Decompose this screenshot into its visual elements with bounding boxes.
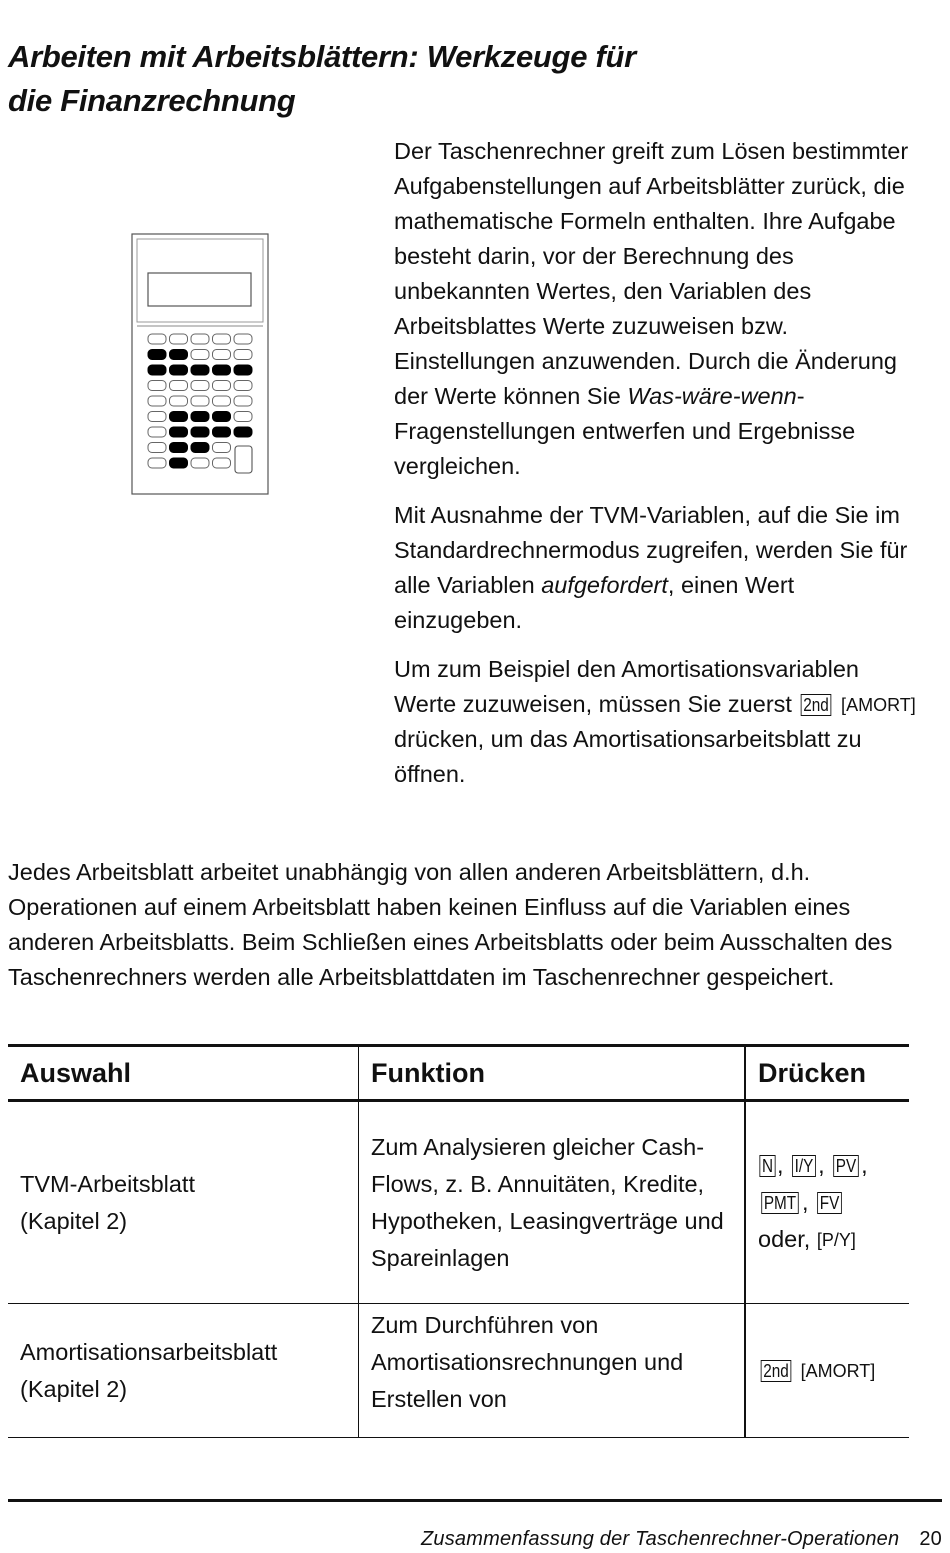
cell-druecken bbox=[745, 1304, 909, 1438]
worksheet-independence-paragraph: Jedes Arbeitsblatt arbeitet unabhängig von allen anderen Arbeitsblättern, d.h. Operationen auf einem Arbeitsblatt haben keinen Einfluss auf die Variablen eines anderen Arbeitsblatts. Beim Schließen eines Arbeitsblatts oder beim Ausschalten des Taschenrechners werden alle Arbeitsblattdaten im Taschenrechner gespeichert. bbox=[8, 859, 893, 990]
calculator-key bbox=[213, 427, 231, 437]
cell-auswahl bbox=[8, 1101, 359, 1304]
calculator-key bbox=[191, 412, 209, 422]
header-druecken: Drücken bbox=[745, 1046, 909, 1101]
intro-p3-text-a: Um zum Beispiel den Amortisationsvariablen Werte zuzuweisen, müssen Sie zuerst bbox=[394, 656, 859, 717]
cell-auswahl-line-1: TVM-Arbeitsblatt bbox=[20, 1170, 195, 1197]
calculator-key bbox=[148, 396, 166, 406]
footer-rule bbox=[8, 1499, 942, 1502]
oder-text: oder, bbox=[758, 1226, 811, 1252]
calculator-key bbox=[213, 396, 231, 406]
key-amort: [ AMORT ] bbox=[801, 1361, 876, 1381]
intro-p3-text-b: drücken, um das Amortisationsarbeitsblatt zu öffnen. bbox=[394, 726, 862, 787]
calculator-key bbox=[191, 365, 209, 375]
calculator-key bbox=[170, 381, 188, 391]
calculator-key bbox=[148, 458, 166, 468]
calculator-key bbox=[213, 412, 231, 422]
calculator-key bbox=[148, 365, 166, 375]
intro-p1-text-a: Der Taschenrechner greift zum Lösen bestimmter Aufgabenstellungen auf Arbeitsblätter zurück, die mathematische Formeln enthalten. Ihre Aufgabe besteht darin, vor der Berechnung des unbekannten Wertes, den Variablen des Arbeitsblattes Werte zuzuweisen bzw. Einstellungen anzuwenden. Durch die Änderung der Werte können Sie bbox=[394, 138, 909, 409]
key-n: N bbox=[759, 1155, 775, 1177]
intro-p2-text-a: Mit Ausnahme der TVM-Variablen, auf die Sie im Standardrechnermodus zugreifen, werden Sie für alle Variablen bbox=[394, 502, 908, 598]
cell-auswahl-line-2: (Kapitel 2) bbox=[20, 1207, 128, 1234]
calculator-key bbox=[148, 443, 166, 453]
key-amort: [ AMORT ] bbox=[841, 695, 916, 715]
intro-p1-text-b: -Fragenstellungen entwerfen und Ergebnisse vergleichen. bbox=[394, 383, 856, 479]
page-title-line-2: die Finanzrechnung bbox=[8, 82, 296, 118]
cell-druecken: N , I/Y , PV , PMT , FV oder, [ P/Y ] bbox=[745, 1101, 909, 1304]
cell-auswahl-line-2: (Kapitel 2) bbox=[20, 1375, 128, 1402]
table-row bbox=[8, 1304, 909, 1438]
calculator-drawing bbox=[131, 233, 269, 495]
cell-funktion: Zum Durchführen von Amortisationsrechnungen und Erstellen von bbox=[359, 1304, 746, 1438]
calculator-key bbox=[191, 443, 209, 453]
calculator-key bbox=[170, 427, 188, 437]
calculator-key bbox=[170, 458, 188, 468]
table-row bbox=[8, 1101, 909, 1304]
intro-paragraph-1 bbox=[394, 134, 924, 484]
worksheet-table bbox=[8, 1044, 909, 1438]
calculator-key bbox=[234, 350, 252, 360]
key-iy: I/Y bbox=[792, 1155, 816, 1177]
calculator-key bbox=[234, 365, 252, 375]
calculator-key bbox=[170, 365, 188, 375]
table-header-row bbox=[8, 1046, 909, 1101]
calculator-key bbox=[213, 458, 231, 468]
intro-paragraph-2 bbox=[394, 498, 924, 638]
cell-auswahl bbox=[8, 1304, 359, 1438]
intro-text bbox=[394, 134, 924, 806]
calculator-key bbox=[234, 427, 252, 437]
calculator-key bbox=[234, 334, 252, 344]
key-pv: PV bbox=[833, 1155, 859, 1177]
calculator-key bbox=[213, 334, 231, 344]
calculator-key bbox=[191, 396, 209, 406]
calculator-illustration bbox=[131, 233, 269, 495]
intro-p2-text-b: , einen Wert einzugeben. bbox=[394, 572, 795, 633]
calculator-key bbox=[191, 458, 209, 468]
calculator-key bbox=[234, 412, 252, 422]
calculator-key bbox=[213, 443, 231, 453]
calculator-key bbox=[191, 381, 209, 391]
calculator-key bbox=[213, 381, 231, 391]
calculator-key bbox=[191, 427, 209, 437]
calculator-key bbox=[170, 350, 188, 360]
calculator-key bbox=[148, 381, 166, 391]
calculator-key bbox=[148, 412, 166, 422]
calculator-key bbox=[170, 334, 188, 344]
page-footer bbox=[421, 1526, 942, 1552]
key-fv: FV bbox=[817, 1192, 842, 1214]
calculator-key bbox=[234, 381, 252, 391]
intro-p2-emphasis: aufgefordert bbox=[541, 572, 668, 598]
calculator-key bbox=[170, 396, 188, 406]
cell-auswahl-line-1: Amortisationsarbeitsblatt bbox=[20, 1338, 278, 1365]
page-title bbox=[8, 35, 908, 123]
calculator-key bbox=[148, 334, 166, 344]
calculator-key bbox=[234, 396, 252, 406]
key-pmt: PMT bbox=[761, 1192, 798, 1214]
calculator-key bbox=[213, 365, 231, 375]
calculator-key bbox=[148, 427, 166, 437]
header-auswahl: Auswahl bbox=[8, 1046, 359, 1101]
calculator-key bbox=[148, 350, 166, 360]
intro-paragraph-3 bbox=[394, 652, 924, 792]
page-title-line-1: Arbeiten mit Arbeitsblättern: Werkzeuge für bbox=[8, 38, 636, 74]
cell-funktion: Zum Analysieren gleicher Cash-Flows, z. B. Annuitäten, Kredite, Hypotheken, Leasingverträge und Spareinlagen bbox=[359, 1101, 746, 1304]
calculator-key bbox=[170, 412, 188, 422]
calculator-key bbox=[213, 350, 231, 360]
calculator-key bbox=[191, 350, 209, 360]
page-number: 20 bbox=[919, 1528, 942, 1550]
key-2nd: 2nd bbox=[801, 694, 832, 716]
calculator-key bbox=[191, 334, 209, 344]
calculator-key bbox=[170, 443, 188, 453]
key-py: [ P/Y ] bbox=[817, 1230, 856, 1250]
header-funktion: Funktion bbox=[359, 1046, 746, 1101]
footer-section-title: Zusammenfassung der Taschenrechner-Operationen bbox=[420, 1528, 900, 1550]
intro-p1-emphasis: Was-wäre-wenn bbox=[627, 383, 797, 409]
key-2nd: 2nd bbox=[761, 1360, 792, 1382]
